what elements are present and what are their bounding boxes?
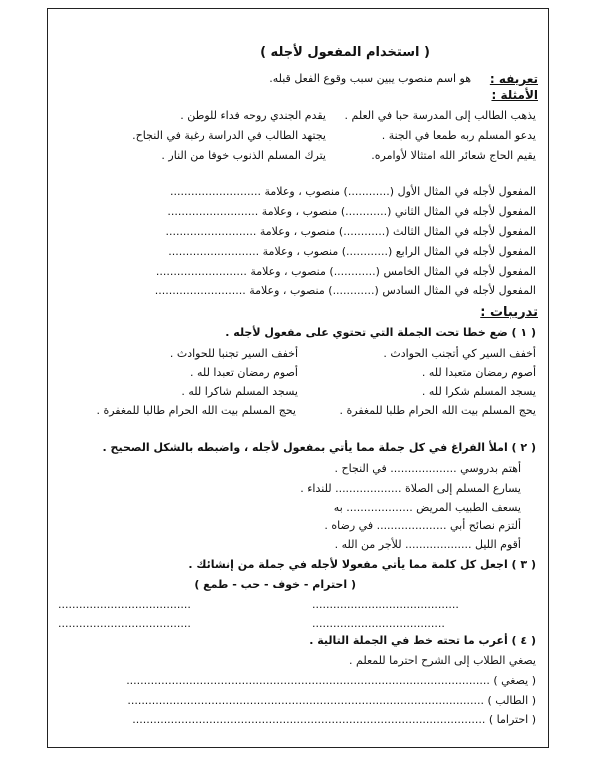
ex3-answer-line: ...................................... xyxy=(312,617,445,630)
definition-label: تعريفه : xyxy=(489,72,538,86)
ex2-heading: ( ٢ ) املأ الفراغ في كل جملة مما يأتي بمفعول لأجله ، واضبطه بالشكل الصحيح . xyxy=(102,441,536,454)
ex4-item: ( يصغي ) ........................................................................................................ xyxy=(126,674,536,687)
example-2a: يدعو المسلم ربه طمعا في الجنة . xyxy=(381,129,536,142)
ex1-row: يسجد المسلم شكرا لله . xyxy=(421,385,536,398)
analysis-row: المفعول لأجله في المثال الثاني (............) منصوب ، وعلامة .......................... xyxy=(167,205,536,218)
example-3b: يترك المسلم الذنوب خوفا من النار . xyxy=(161,149,326,162)
ex3-answer-line: .......................................... xyxy=(312,598,459,611)
ex2-row: يسعف الطبيب المريض ................... به xyxy=(333,501,521,514)
example-2b: يجتهد الطالب في الدراسة رغبة في النجاح. xyxy=(132,129,326,142)
example-3a: يقيم الحاج شعائر الله امتثالا لأوامره. xyxy=(371,149,536,162)
ex2-row: أهتم بدروسي ................... في النجاح . xyxy=(334,462,521,475)
ex4-heading: ( ٤ ) أعرب ما تحته خط في الجملة التالية . xyxy=(309,634,536,647)
ex2-row: أقوم الليل ................... للأجر من الله . xyxy=(334,538,521,551)
analysis-row: المفعول لأجله في المثال الرابع (............) منصوب ، وعلامة .......................... xyxy=(168,245,536,258)
definition-text: هو اسم منصوب يبين سبب وقوع الفعل قبله. xyxy=(269,72,471,85)
ex1-row: يسجد المسلم شاكرا لله . xyxy=(181,385,298,398)
analysis-row: المفعول لأجله في المثال الخامس (............) منصوب ، وعلامة .......................... xyxy=(155,265,536,278)
ex1-row: يحج المسلم بيت الله الحرام طلبا للمغفرة . xyxy=(339,404,536,417)
ex1-row: يحج المسلم بيت الله الحرام طالبا للمغفرة . xyxy=(96,404,296,417)
analysis-row: المفعول لأجله في المثال الثالث (............) منصوب ، وعلامة .......................... xyxy=(165,225,536,238)
ex2-row: يسارع المسلم إلى الصلاة ................... للنداء . xyxy=(300,482,521,495)
ex1-row: أصوم رمضان متعبدا لله . xyxy=(421,366,536,379)
page-title: ( استخدام المفعول لأجله ) xyxy=(260,45,430,60)
ex3-answer-line: ...................................... xyxy=(58,598,191,611)
ex1-heading: ( ١ ) ضع خطا تحت الجملة التي تحتوي على مفعول لأجله . xyxy=(225,326,536,339)
ex1-row: أخفف السير تجنبا للحوادث . xyxy=(169,347,298,360)
ex3-heading: ( ٣ ) اجعل كل كلمة مما يأتي مفعولا لأجله في جملة من إنشائك . xyxy=(188,558,536,571)
analysis-row: المفعول لأجله في المثال الأول (............) منصوب ، وعلامة .......................... xyxy=(170,185,536,198)
ex4-item: ( الطالب ) ...................................................................................................... xyxy=(127,694,536,707)
exercises-label: تدريبات : xyxy=(480,305,538,320)
examples-label: الأمثلة : xyxy=(491,88,538,102)
example-1a: يذهب الطالب إلى المدرسة حبا في العلم . xyxy=(344,109,536,122)
ex1-row: أصوم رمضان تعبدا لله . xyxy=(190,366,298,379)
example-1b: يقدم الجندي روحه فداء للوطن . xyxy=(180,109,326,122)
ex3-answer-line: ...................................... xyxy=(58,617,191,630)
ex4-item: ( احتراما ) ..................................................................................................... xyxy=(132,713,536,726)
ex3-words: ( احترام - خوف - حب - طمع ) xyxy=(194,578,356,591)
ex2-row: ألتزم نصائح أبي .................... في رضاه . xyxy=(324,519,521,532)
ex4-sentence: يصغي الطلاب إلى الشرح احترما للمعلم . xyxy=(349,654,536,667)
analysis-row: المفعول لأجله في المثال السادس (............) منصوب ، وعلامة .......................... xyxy=(154,284,536,297)
ex1-row: أخفف السير كي أتجنب الحوادث . xyxy=(383,347,536,360)
